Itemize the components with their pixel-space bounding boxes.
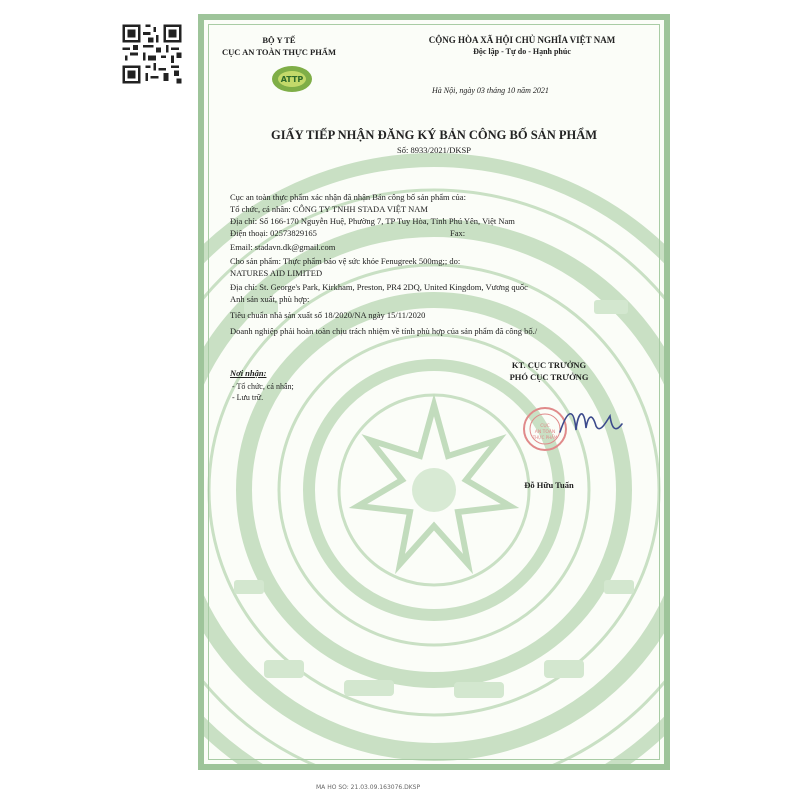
issue-date: Hà Nội, ngày 03 tháng 10 năm 2021 — [432, 86, 549, 95]
address-line: Địa chỉ: Số 166-170 Nguyễn Huệ, Phường 7, TP Tuy Hòa, Tỉnh Phú Yên, Việt Nam — [230, 216, 515, 226]
manufacturer-address-line-2: Anh sản xuất, phù hợp: — [230, 294, 310, 304]
motto: Độc lập - Tự do - Hạnh phúc — [473, 47, 571, 56]
signature-subtitle: PHÓ CỤC TRƯỞNG — [509, 372, 589, 382]
manufacturer-address-line-1: Địa chỉ: St. George's Park, Kirkham, Preston, PR4 2DQ, United Kingdom, Vương quốc — [230, 282, 528, 292]
ministry-name: BỘ Y TẾ — [262, 35, 296, 45]
email-line: Email: stadavn.dk@gmail.com — [230, 242, 336, 252]
certificate — [198, 14, 670, 770]
recipient-item: - Tổ chức, cá nhân; — [232, 382, 294, 391]
product-line: Cho sản phẩm: Thực phẩm bảo vệ sức khỏe Fenugreek 500mg;; do: — [230, 256, 461, 266]
responsibility-line: Doanh nghiệp phải hoàn toàn chịu trách nhiệm về tính phù hợp của sản phẩm đã công bố./ — [230, 326, 538, 336]
phone-line: Điện thoại: 02573829165 — [230, 228, 317, 238]
recipients-title: Nơi nhận: — [230, 368, 267, 378]
recipient-item: - Lưu trữ. — [232, 393, 264, 402]
nation-name: CỘNG HÒA XÃ HỘI CHỦ NGHĨA VIỆT NAM — [428, 35, 616, 45]
document-title: GIẤY TIẾP NHẬN ĐĂNG KÝ BẢN CÔNG BỐ SẢN PHẨM — [270, 128, 598, 142]
header-right — [372, 34, 670, 58]
svg-text:CỤC: CỤC — [540, 424, 550, 429]
svg-text:AN TOÀN: AN TOÀN — [534, 430, 556, 435]
document-number: Số: 8933/2021/DKSP — [397, 145, 471, 155]
header-left — [204, 34, 354, 58]
standard-line: Tiêu chuẩn nhà sản xuất số 18/2020/NA ngày 15/11/2020 — [230, 310, 426, 320]
logo-label: ATTP — [280, 75, 304, 84]
agency-name: CỤC AN TOÀN THỰC PHẨM — [222, 47, 336, 57]
agency-logo-icon — [270, 64, 314, 94]
signer-name: Đỗ Hữu Tuấn — [524, 480, 574, 490]
organization-line: Tổ chức, cá nhân: CÔNG TY TNHH STADA VIỆT NAM — [230, 204, 428, 214]
handwritten-signature — [556, 402, 626, 442]
signature-title: KT. CỤC TRƯỞNG — [511, 360, 587, 370]
intro-line: Cục an toàn thực phẩm xác nhận đã nhận Bản công bố sản phẩm của: — [230, 192, 466, 202]
fax-line: Fax: — [450, 228, 466, 238]
manufacturer-line: NATURES AID LIMITED — [230, 268, 323, 278]
qr-code — [120, 22, 184, 86]
svg-text:THỰC PHẨM: THỰC PHẨM — [532, 435, 558, 440]
record-reference: MA HO SO: 21.03.09.163076.DKSP — [316, 784, 421, 791]
